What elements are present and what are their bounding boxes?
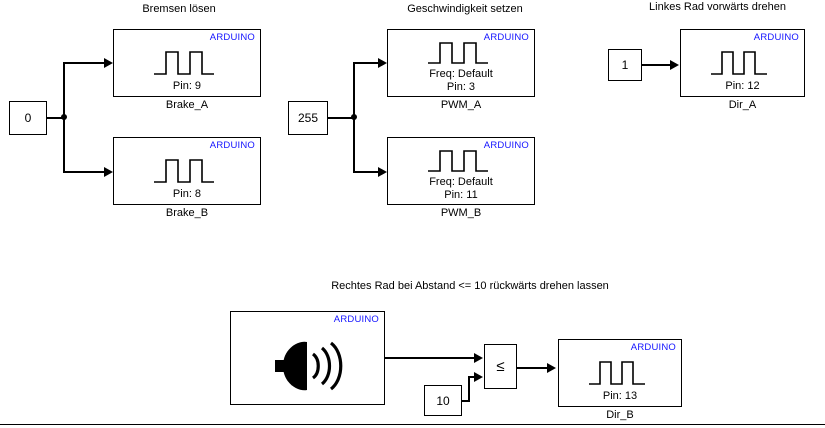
arrow-brake-a bbox=[104, 58, 113, 68]
arduino-tag: ARDUINO bbox=[483, 32, 529, 43]
pin-label: Pin: 13 bbox=[602, 390, 638, 402]
wire-ultrasonic-out bbox=[385, 357, 475, 359]
pin-label: Pin: 3 bbox=[446, 81, 476, 93]
pin-label: Pin: 9 bbox=[172, 80, 202, 92]
freq-label: Freq: Default bbox=[429, 176, 493, 188]
arduino-tag: ARDUINO bbox=[333, 314, 379, 325]
freq-label: Freq: Default bbox=[429, 68, 493, 80]
block-caption-brake-b: Brake_B bbox=[165, 207, 209, 219]
arduino-tag: ARDUINO bbox=[209, 140, 255, 151]
pwm-pulse-icon bbox=[426, 147, 498, 175]
canvas-bottom-rule bbox=[0, 424, 825, 426]
arrow-pwm-a bbox=[378, 58, 387, 68]
pin-label: Pin: 8 bbox=[172, 188, 202, 200]
block-dir-a[interactable] bbox=[680, 29, 805, 97]
relational-operator-block[interactable] bbox=[484, 344, 517, 389]
pwm-pulse-icon bbox=[152, 46, 224, 78]
pin-label: Pin: 12 bbox=[725, 80, 760, 92]
wire-zero-branch bbox=[63, 62, 65, 172]
arrow-brake-b bbox=[104, 167, 113, 177]
wire-pwm-a bbox=[353, 62, 379, 64]
section-title-brakes: Bremsen lösen bbox=[142, 3, 216, 15]
section-title-left-wheel: Linkes Rad vorwärts drehen bbox=[649, 1, 786, 13]
wire-compare-out bbox=[517, 367, 548, 369]
constant-zero[interactable] bbox=[9, 101, 47, 135]
wire-brake-a bbox=[63, 62, 105, 64]
wire-one-out bbox=[642, 64, 671, 66]
pin-label: Pin: 11 bbox=[444, 189, 478, 201]
wire-ten-up bbox=[468, 376, 470, 401]
wire-255-branch bbox=[353, 62, 355, 172]
arrow-compare-in2 bbox=[474, 372, 483, 382]
relational-operator-label: ≤ bbox=[496, 358, 505, 375]
arduino-tag: ARDUINO bbox=[483, 140, 529, 151]
block-pwm-b[interactable] bbox=[387, 137, 535, 205]
block-brake-a[interactable] bbox=[113, 29, 261, 97]
pwm-pulse-icon bbox=[152, 154, 224, 186]
pwm-pulse-icon bbox=[587, 356, 655, 388]
wire-pwm-b bbox=[353, 171, 379, 173]
arrow-dir-a bbox=[670, 60, 679, 70]
constant-one[interactable] bbox=[608, 49, 642, 81]
arrow-pwm-b bbox=[378, 167, 387, 177]
block-caption-dir-a: Dir_A bbox=[728, 99, 757, 111]
wire-brake-b bbox=[63, 171, 105, 173]
constant-255-value: 255 bbox=[297, 111, 319, 125]
constant-255[interactable] bbox=[288, 101, 328, 135]
block-caption-pwm-b: PWM_B bbox=[440, 207, 482, 219]
block-caption-pwm-a: PWM_A bbox=[440, 99, 482, 111]
arduino-tag: ARDUINO bbox=[630, 342, 676, 353]
arduino-tag: ARDUINO bbox=[753, 32, 799, 43]
block-ultrasonic[interactable] bbox=[230, 311, 385, 405]
pwm-pulse-icon bbox=[426, 39, 498, 67]
constant-ten-value: 10 bbox=[436, 393, 450, 408]
block-dir-b[interactable] bbox=[558, 339, 682, 407]
arrow-dir-b bbox=[547, 363, 556, 373]
block-pwm-a[interactable] bbox=[387, 29, 535, 97]
constant-ten[interactable] bbox=[424, 385, 462, 416]
block-brake-b[interactable] bbox=[113, 137, 261, 205]
block-caption-brake-a: Brake_A bbox=[165, 99, 209, 111]
block-caption-dir-b: Dir_B bbox=[606, 409, 634, 421]
constant-one-value: 1 bbox=[621, 58, 629, 72]
arrow-compare-in1 bbox=[474, 353, 483, 363]
arduino-tag: ARDUINO bbox=[209, 32, 255, 43]
section-title-right-wheel: Rechtes Rad bei Abstand <= 10 rückwärts drehen lassen bbox=[331, 280, 609, 292]
constant-zero-value: 0 bbox=[24, 111, 32, 125]
ultrasonic-sensor-icon bbox=[273, 338, 351, 394]
section-title-speed: Geschwindigkeit setzen bbox=[407, 3, 523, 15]
pwm-pulse-icon bbox=[709, 46, 777, 78]
